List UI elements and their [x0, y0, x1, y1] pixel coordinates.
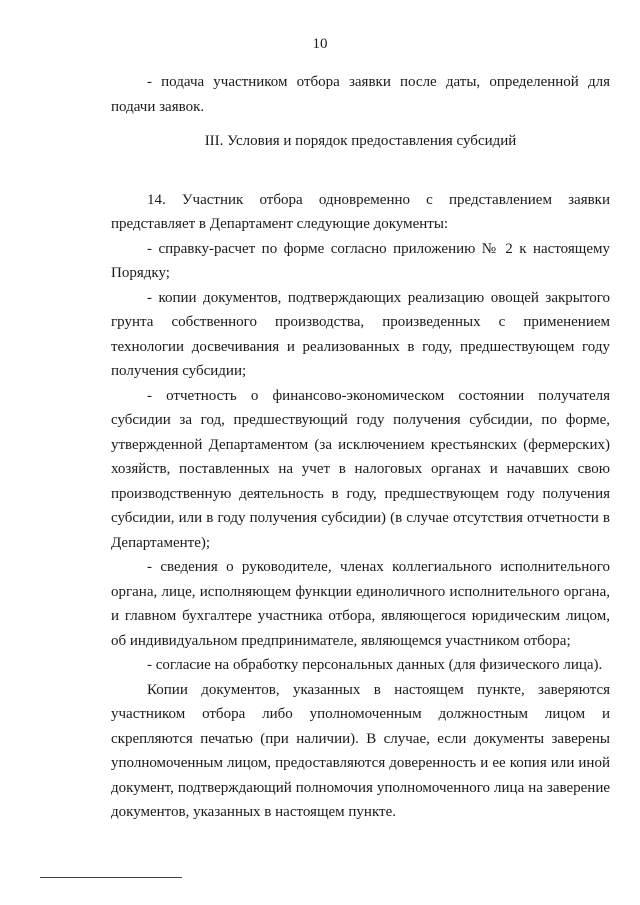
paragraph-item-14: 14. Участник отбора одновременно с представлением заявки представляет в Департамент следующие документы:: [111, 191, 610, 232]
footer-divider: [40, 877, 182, 878]
list-item-financial-report: - отчетность о финансово-экономическом состоянии получателя субсидии за год, предшествующий году получения субсидии, по форме, утвержденной Департаментом (за исключением крестьянских (фермерских) хозяйств, поставленных на учет в налоговых органах и начавших свою производственную деятельность в году, предшествующем году получения субсидии, или в году получения субсидии) (в случае отсутствия отчетности в Департаменте);: [111, 387, 610, 551]
list-item-data-consent: - согласие на обработку персональных данных (для физического лица).: [147, 657, 603, 673]
list-item-management-info: - сведения о руководителе, членах коллегиального исполнительного органа, лице, исполняющем функции единоличного исполнительного органа, и главном бухгалтере участника отбора, являющегося юридическим лицом, об индивидуальном предпринимателе, являющемся участником отбора;: [111, 559, 610, 649]
document-body: [111, 70, 610, 825]
list-item-document-copies: - копии документов, подтверждающих реализацию овощей закрытого грунта собственного производства, произведенных с применением технологии досвечивания и реализованных в году, предшествующем году получения субсидии;: [111, 289, 610, 379]
paragraph-certification: Копии документов, указанных в настоящем пункте, заверяются участником отбора либо уполномоченным должностным лицом и скрепляются печатью (при наличии). В случае, если документы заверены уполномоченным лицом, предоставляются доверенность и ее копия или иной документ, подтверждающий полномочия уполномоченного лица на заверение документов, указанных в настоящем пункте.: [111, 681, 610, 820]
section-heading: III. Условия и порядок предоставления субсидий: [204, 133, 517, 149]
list-item-calculation: - справку-расчет по форме согласно приложению № 2 к настоящему Порядку;: [111, 240, 610, 281]
page-number: 10: [312, 36, 328, 52]
intro-paragraph: - подача участником отбора заявки после даты, определенной для подачи заявок.: [111, 74, 610, 115]
